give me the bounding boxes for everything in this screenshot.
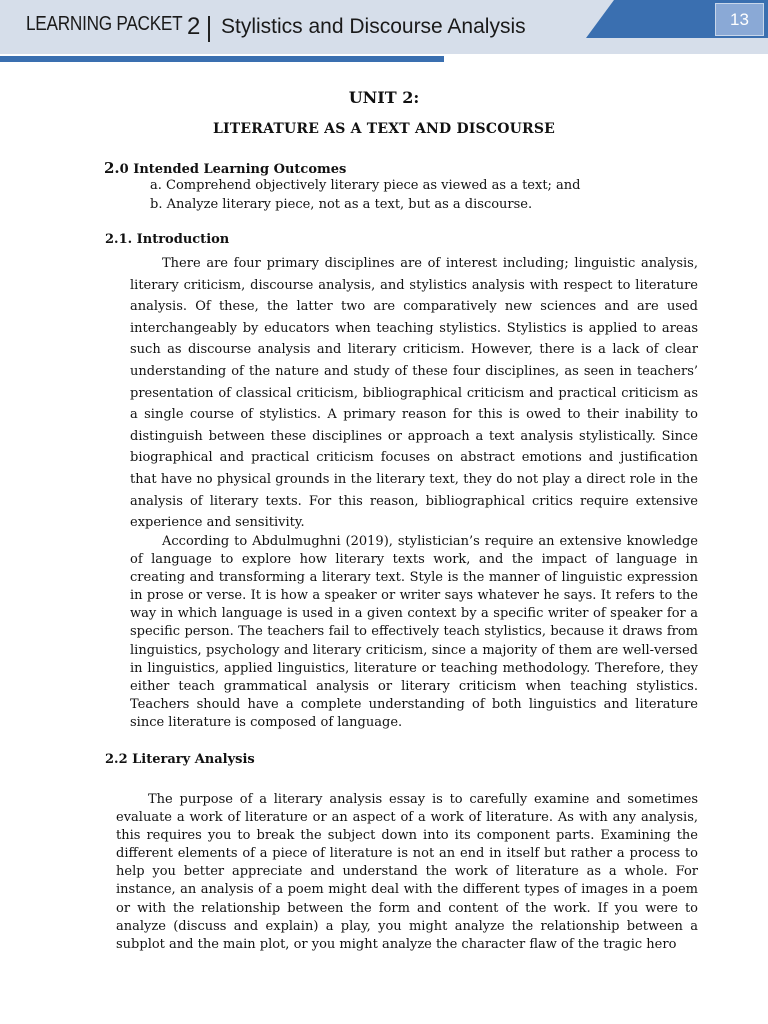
introduction-paragraph-1: There are four primary disciplines are of interest including; linguistic analysis, literary criticism, discourse analysis, and stylistics analysis with respect to literature analysis. Of these, the latter two are comparatively new sciences and are used interchangeably by educators when teaching stylistics. Stylistics is applied to areas such as discourse analysis and literary criticism. However, there is a lack of clear understanding of the nature and study of these four disciplines, as seen in teachers’ presentation of classical criticism, bibliographical criticism and practical criticism as a single course of stylistics. A primary reason for this is owed to their inability to distinguish between these disciplines or approach a text analysis stylistically. Since biographical and practical criticism focuses on abstract emotions and justification that have no physical grounds in the literary text, they do not play a direct role in the analysis of literary texts. For this reason, bibliographical critics require extensive experience and sensitivity. xyxy=(130,256,698,531)
unit-title: LITERATURE AS A TEXT AND DISCOURSE xyxy=(212,121,556,137)
literary-analysis-heading: 2.2 Literary Analysis xyxy=(105,752,255,767)
outcomes-heading xyxy=(104,159,346,177)
header-divider xyxy=(208,16,210,42)
outcome-item-b: b. Analyze literary piece, not as a text, but as a discourse. xyxy=(150,197,533,212)
literary-analysis-paragraph: The purpose of a literary analysis essay is to carefully examine and sometimes evaluate a work of literature or an aspect of a work of literature. As with any analysis, this requires you to break the subject down into its component parts. Examining the different elements of a piece of literature is not an end in itself but rather a process to help you better appreciate and understand the work of literature as a whole. For instance, an analysis of a poem might deal with the different types of images in a poem or with the relationship between the form and content of the work. If you were to analyze (discuss and explain) a play, you might analyze the relationship between a subplot and the main plot, or you might analyze the character flaw of the tragic hero xyxy=(116,792,698,952)
outcomes-heading-text: 0 Intended Learning Outcomes xyxy=(119,162,347,177)
header-underline xyxy=(0,56,444,62)
outcomes-heading-prefix: 2. xyxy=(104,159,120,177)
introduction-paragraph-2: According to Abdulmughni (2019), stylistician’s require an extensive knowledge of language to explore how literary texts work, and the impact of language in creating and transforming a literary text. Style is the manner of linguistic expression in prose or verse. It is how a speaker or writer says whatever he says. It refers to the way in which language is used in a given context by a specific writer of speaker for a specific person. The teachers fail to effectively teach stylistics, because it draws from linguistics, psychology and literary criticism, since a majority of them are well-versed in linguistics, applied linguistics, literature or teaching methodology. Therefore, they either teach grammatical analysis or literary criticism when teaching stylistics. Teachers should have a complete understanding of both linguistics and literature since literature is composed of language. xyxy=(130,534,698,730)
packet-subject: Stylistics and Discourse Analysis xyxy=(221,15,526,38)
introduction-heading: 2.1. Introduction xyxy=(105,232,230,247)
outcome-item-a: a. Comprehend objectively literary piece as viewed as a text; and xyxy=(150,178,581,193)
unit-number: UNIT 2: xyxy=(348,88,420,107)
packet-number: 2 xyxy=(187,13,201,40)
page-number-badge: 13 xyxy=(715,3,764,36)
packet-label: LEARNING PACKET xyxy=(26,13,183,35)
